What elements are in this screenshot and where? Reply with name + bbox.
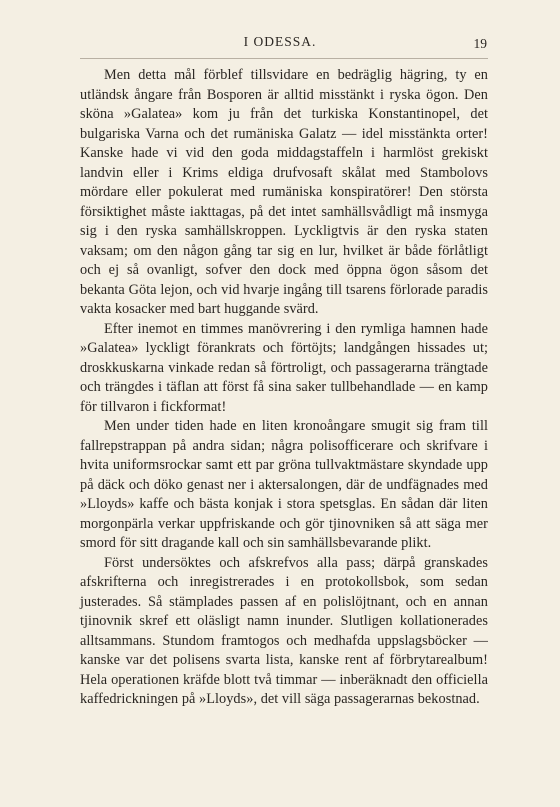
header-rule — [80, 58, 488, 59]
paragraph: Efter inemot en timmes manövrering i den rymliga hamnen hade »Galatea» lyckligt förankrats och förtöjts; landgången hissades ut; droskkuskarna vinkade redan så förtroligt, och passagerarna trängtade och trängdes i täflan att först få sina saker tullbehandlade — en kamp för tillvaron i fickformat! — [80, 320, 488, 415]
paragraph: Men under tiden hade en liten kronoångare smugit sig fram till fallrepstrappan på andra sidan; några polisofficerare och skrifvare i hvita uniformsrockar samt ett par gröna tullvaktmästare skyndade upp på däck och döko genast ner i aktersalongen, där de undfägnades med »Lloyds» kaffe och bästa konjak i stora spetsglas. En sådan där liten morgonpärla verkar uppfriskande och gör tjinovniken så att säga mer smord för sitt dragande kall och sin samhällsbevarande plikt. — [80, 418, 488, 551]
running-head — [0, 34, 560, 54]
paragraph: Först undersöktes och afskrefvos alla pass; därpå granskades afskrifterna och inregistrerades i en protokollsbok, som sedan justerades. Så stämplades passen af en polislöjtnant, och en annan tjinovnik skref ett oläsligt namn inunder. Slutligen kollationerades alltsammans. Stundom framtogos och medhafda uppslagsböcker — kanske var det polisens svarta lista, kanske rent af förbrytarealbum! Hela operationen kräfde blott två timmar — inberäknadt den officiella kaffedrickningen på »Lloyds», det vill säga passagerarnas bekostnad. — [80, 554, 488, 707]
page-number: 19 — [473, 36, 487, 51]
body-text — [80, 66, 488, 710]
running-head-title: I ODESSA. — [243, 34, 317, 49]
paragraph: Men detta mål förblef tillsvidare en bedräglig hägring, ty en utländsk ångare från Bosporen är alltid misstänkt i ryska ögon. Den sköna »Galatea» kom ju från det turkiska Konstantinopel, det bulgariska Varna och det rumäniska Galatz — idel misstänkta orter! Kanske hade vi vid den goda middagstaffeln i harmlöst grekiskt landvin eller i Krims eldiga drufvosaft skålat med Stambolovs mördare eller pokulerat med rumäniska konspiratörer! Den största försiktighet måste iakttagas, på det intet samhällsvådligt må insmyga sig i den ryska samhällskroppen. Lyckligtvis är den ryska staten vaksam; om den någon gång tar sig en lur, hvilket är både förlåtligt och ej så ovanligt, sofver den dock med öppna ögon såsom det bekanta Göta lejon, och vid hvarje ingång till tsarens förlorade paradis vakta kosacker med bart huggande svärd. — [80, 67, 488, 317]
